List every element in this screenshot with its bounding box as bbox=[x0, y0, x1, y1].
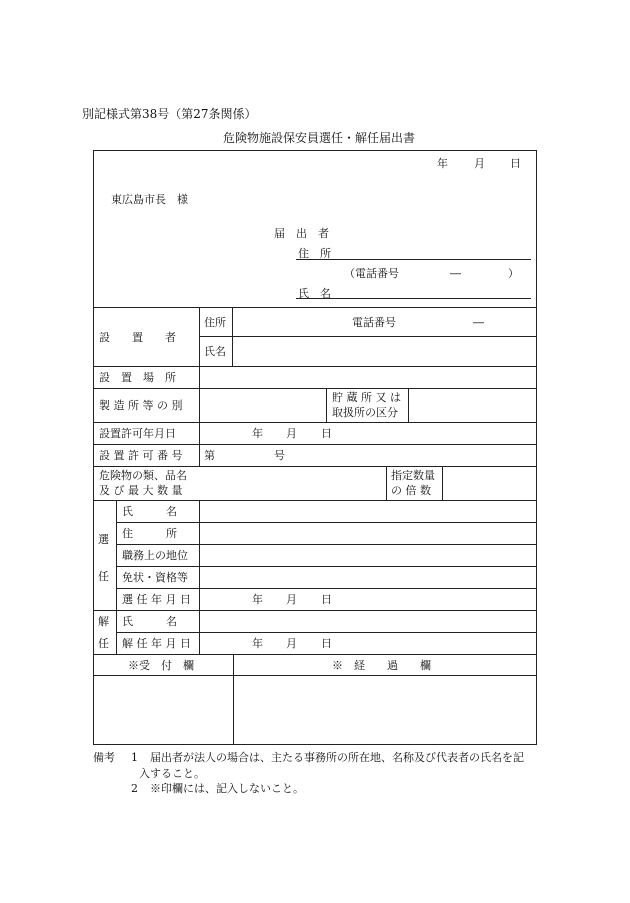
permit-number-prefix: 第 bbox=[204, 449, 215, 462]
remarks-text-1a: 届出者が法人の場合は、主たる事務所の所在地、名称及び代表者の氏名を記 bbox=[150, 751, 524, 764]
permit-date-month: 月 bbox=[286, 427, 297, 440]
progress-label: ※ 経 過 欄 bbox=[332, 659, 431, 672]
hazmat-multiple-label-1: 指定数量 bbox=[391, 469, 435, 482]
appointment-position-label: 職務上の地位 bbox=[122, 549, 188, 562]
remarks-label: 備考 bbox=[93, 751, 115, 764]
installer-name-label: 氏名 bbox=[204, 345, 226, 358]
notifier-address-label: 住 所 bbox=[298, 247, 331, 260]
storage-type-label-1: 貯 蔵 所 又 は bbox=[332, 391, 401, 404]
appointment-side-1: 選 bbox=[98, 533, 109, 546]
appointment-side-2: 任 bbox=[98, 570, 109, 583]
dismissal-side-2: 任 bbox=[98, 637, 109, 650]
dismissal-date-day: 日 bbox=[321, 637, 332, 650]
notifier-phone-close: ） bbox=[508, 267, 519, 280]
hazmat-multiple-label-2: の 倍 数 bbox=[391, 484, 431, 497]
addressee: 東広島市長 様 bbox=[111, 193, 188, 206]
appointment-date-day: 日 bbox=[321, 593, 332, 606]
permit-number-label: 設 置 許 可 番 号 bbox=[99, 449, 183, 462]
notifier-name-label: 氏 名 bbox=[298, 287, 331, 300]
permit-date-year: 年 bbox=[252, 427, 263, 440]
notifier-phone-label: （電話番号 bbox=[344, 267, 399, 280]
appointment-date-month: 月 bbox=[286, 593, 297, 606]
dismissal-date-label: 解 任 年 月 日 bbox=[122, 637, 191, 650]
remarks-text-2: ※印欄には、記入しないこと。 bbox=[150, 782, 304, 795]
dismissal-date-month: 月 bbox=[286, 637, 297, 650]
installer-phone-label: 電話番号 bbox=[352, 316, 396, 329]
hazmat-label-1: 危険物の類、品名 bbox=[99, 469, 187, 482]
installer-label: 設 置 者 bbox=[99, 331, 176, 344]
date-year-label: 年 bbox=[437, 157, 448, 170]
appointment-date-label: 選 任 年 月 日 bbox=[122, 593, 191, 606]
form-number: 別記様式第38号（第27条関係） bbox=[82, 107, 257, 121]
installer-address-label: 住所 bbox=[204, 316, 226, 329]
form-title: 危険物施設保安員選任・解任届出書 bbox=[223, 131, 416, 145]
date-day-label: 日 bbox=[510, 157, 521, 170]
permit-number-suffix: 号 bbox=[274, 449, 285, 462]
appointment-date-year: 年 bbox=[252, 593, 263, 606]
dismissal-name-label: 氏 名 bbox=[122, 615, 177, 628]
notifier-label: 届 出 者 bbox=[274, 227, 329, 240]
date-month-label: 月 bbox=[474, 157, 485, 170]
dismissal-date-year: 年 bbox=[252, 637, 263, 650]
appointment-address-label: 住 所 bbox=[122, 527, 177, 540]
appointment-name-label: 氏 名 bbox=[122, 505, 177, 518]
installer-phone-dash: ― bbox=[473, 316, 484, 329]
permit-date-label: 設置許可年月日 bbox=[99, 427, 176, 440]
appointment-license-label: 免状・資格等 bbox=[122, 571, 188, 584]
notifier-phone-dash: ― bbox=[450, 267, 461, 280]
hazmat-label-2: 及 び 最 大 数 量 bbox=[99, 484, 183, 497]
facility-type-label: 製 造 所 等 の 別 bbox=[99, 399, 183, 412]
reception-label: ※受 付 欄 bbox=[128, 659, 194, 672]
remarks-text-1b: 入すること。 bbox=[139, 767, 205, 780]
remarks-number-1: 1 bbox=[131, 751, 138, 764]
remarks-number-2: 2 bbox=[131, 782, 138, 795]
location-label: 設 置 場 所 bbox=[99, 371, 176, 384]
storage-type-label-2: 取扱所の区分 bbox=[332, 406, 398, 419]
dismissal-side-1: 解 bbox=[98, 615, 109, 628]
permit-date-day: 日 bbox=[321, 427, 332, 440]
